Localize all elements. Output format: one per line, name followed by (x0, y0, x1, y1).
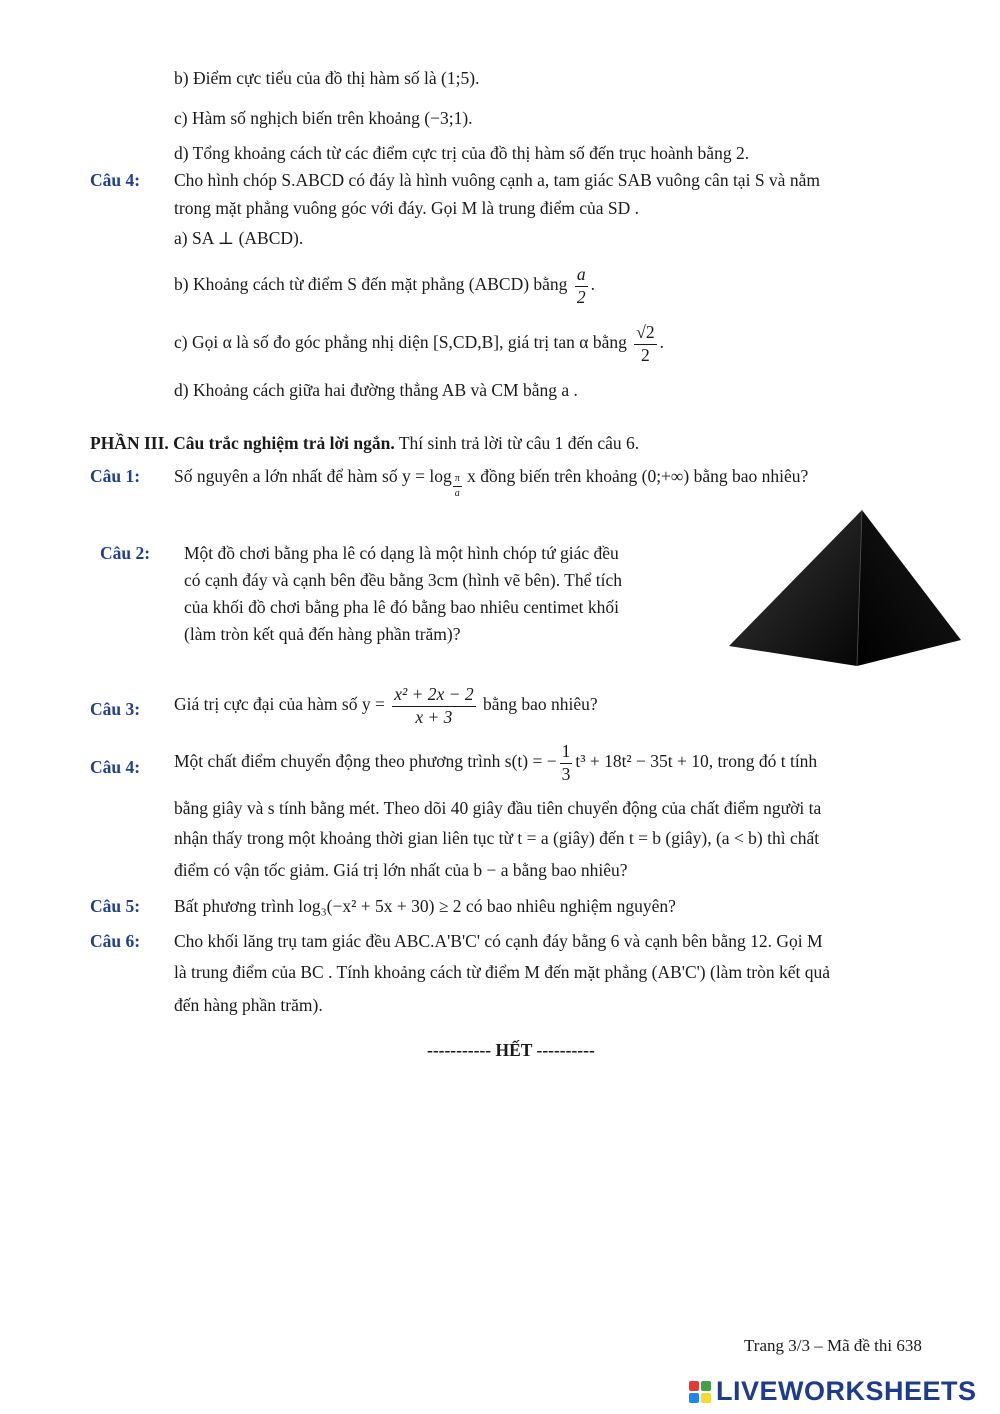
question-label: Câu 1: (90, 466, 141, 486)
question-text: nhận thấy trong một khoảng thời gian liên tục từ t = a (giây) đến t = b (giây), (a < b) thì chất (174, 828, 820, 848)
question-text-post: x đồng biến trên khoảng (0;+∞) bằng bao nhiêu? (462, 466, 809, 486)
page-footer: Trang 3/3 – Mã đề thi 638 (744, 1336, 922, 1355)
statement-d: d) Khoảng cách giữa hai đường thẳng AB và CM bằng a . (174, 380, 578, 400)
question-text-post: bằng bao nhiêu? (482, 694, 598, 715)
statement-text: b) Khoảng cách từ điểm S đến mặt phẳng (ABCD) bằng (174, 274, 568, 295)
question-text: có cạnh đáy và cạnh bên đều bằng 3cm (hình vẽ bên). Thể tích (184, 570, 622, 590)
log-base-fraction (453, 474, 462, 499)
statement-a: a) SA ⊥ (ABCD). (174, 228, 304, 248)
statement-c: c) Hàm số nghịch biến trên khoảng (−3;1). (174, 108, 473, 128)
denominator: a (454, 488, 460, 499)
question-text: Một đồ chơi bằng pha lê có dạng là một hình chóp tứ giác đều (184, 543, 619, 563)
fraction (634, 324, 656, 364)
statement-text: c) Gọi α là số đo góc phẳng nhị diện [S,CD,B], giá trị tan α bằng (174, 332, 627, 353)
logo-text: LIVEWORKSHEETS (716, 1376, 977, 1406)
denominator: x + 3 (415, 706, 453, 727)
question-label: Câu 2: (100, 543, 151, 563)
numerator: 1 (560, 743, 573, 764)
numerator: a (575, 266, 588, 287)
question-text (174, 686, 598, 726)
question-label: Câu 5: (90, 896, 141, 916)
fraction (392, 686, 475, 726)
question-text: (làm tròn kết quả đến hàng phần trăm)? (184, 624, 461, 644)
question-text: là trung điểm của BC . Tính khoảng cách từ điểm M đến mặt phẳng (AB'C') (làm tròn kết quả (174, 962, 831, 982)
statement-b: b) Khoảng cách từ điểm S đến mặt phẳng (ABCD) bằng $\frac{a}{2}$ . (174, 264, 595, 307)
fraction (560, 743, 573, 783)
section-instruction: Thí sinh trả lời từ câu 1 đến câu 6. (394, 433, 640, 453)
question-text (174, 466, 808, 499)
question-label: Câu 4: (90, 170, 141, 190)
question-text: Cho hình chóp S.ABCD có đáy là hình vuông cạnh a, tam giác SAB vuông cân tại S và nằm (174, 170, 820, 190)
pyramid-image (727, 508, 963, 670)
question-text: điểm có vận tốc giảm. Giá trị lớn nhất của b − a bằng bao nhiêu? (174, 860, 628, 880)
question-text: Bất phương trình log₃(−x² + 5x + 30) ≥ 2 có bao nhiêu nghiệm nguyên? (174, 896, 676, 916)
end-mark: ----------- HẾT ---------- (427, 1040, 595, 1060)
question-text (174, 743, 817, 783)
question-text: của khối đồ chơi bằng pha lê đó bằng bao nhiêu centimet khối (184, 597, 619, 617)
question-label: Câu 6: (90, 931, 141, 951)
denominator: 3 (561, 763, 571, 784)
statement-d: d) Tổng khoảng cách từ các điểm cực trị của đồ thị hàm số đến trục hoành bằng 2. (174, 143, 750, 163)
numerator: √2 (634, 324, 656, 345)
statement-c: c) Gọi α là số đo góc phẳng nhị diện [S,CD,B], giá trị tan α bằng $\frac{√2}{2}$ . (174, 322, 664, 365)
logo-icon (689, 1381, 711, 1403)
question-text: bằng giây và s tính bằng mét. Theo dõi 40 giây đầu tiên chuyển động của chất điểm người ta (174, 798, 822, 818)
question-text: đến hàng phần trăm). (174, 995, 323, 1015)
question-text: trong mặt phẳng vuông góc với đáy. Gọi M là trung điểm của SD . (174, 198, 639, 218)
question-label: Câu 4: (90, 757, 141, 777)
question-text-pre: Số nguyên a lớn nhất để hàm số y = log (174, 466, 452, 486)
denominator: 2 (576, 286, 586, 307)
question-text: Cho khối lăng trụ tam giác đều ABC.A'B'C' có cạnh đáy bằng 6 và cạnh bên bằng 12. Gọi M (174, 931, 823, 951)
statement-b: b) Điểm cực tiểu của đồ thị hàm số là (1;5). (174, 68, 480, 88)
numerator: x² + 2x − 2 (392, 686, 475, 707)
liveworksheets-logo (689, 1376, 977, 1407)
question-text-pre: Một chất điểm chuyển động theo phương trình s(t) = − (174, 751, 557, 772)
fraction (575, 266, 588, 306)
question-label: Câu 3: (90, 699, 141, 719)
section-heading (90, 433, 639, 454)
question-text-post: t³ + 18t² − 35t + 10, trong đó t tính (575, 751, 818, 772)
question-text-pre: Giá trị cực đại của hàm số y = (174, 694, 385, 715)
denominator: 2 (641, 344, 650, 365)
numerator: π (453, 474, 462, 487)
section-title: PHẦN III. Câu trắc nghiệm trả lời ngắn. (90, 433, 395, 453)
